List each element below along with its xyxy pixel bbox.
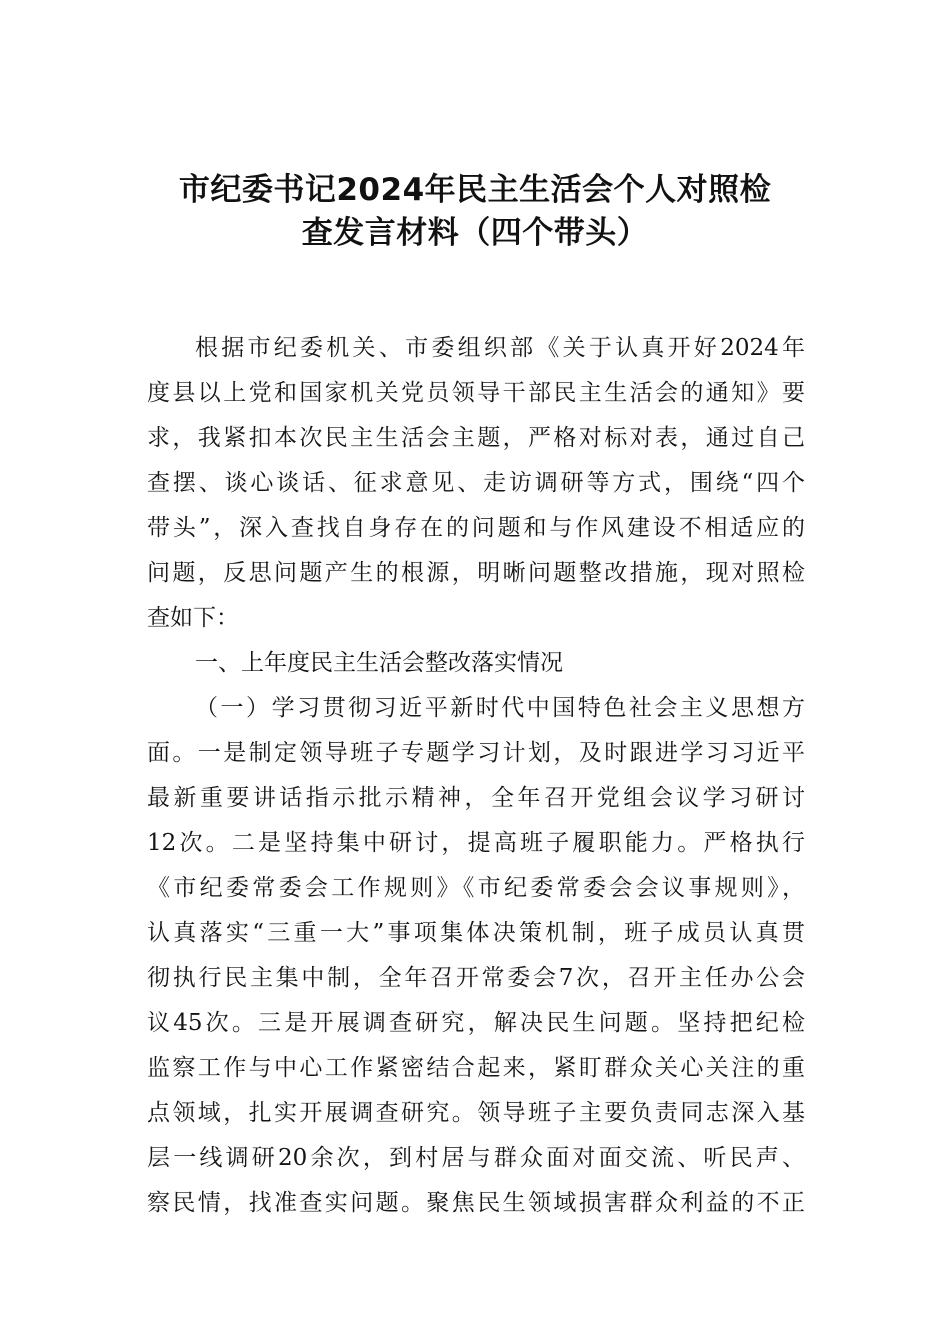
intro-line: 查如下：	[147, 605, 239, 631]
intro-line: 度县以上党和国家机关党员领导干部民主生活会的通知》要	[147, 380, 805, 406]
section-line: 认真落实“三重一大”事项集体决策机制，班子成员认真贯	[147, 920, 805, 946]
section-line: 彻执行民主集中制，全年召开常委会7次，召开主任办公会	[147, 965, 805, 991]
intro-line: 根据市纪委机关、市委组织部《关于认真开好2024年	[195, 335, 805, 361]
section-line: 面。一是制定领导班子专题学习计划，及时跟进学习习近平	[147, 740, 805, 766]
section-heading: 一、上年度民主生活会整改落实情况	[195, 650, 563, 676]
intro-line: 求，我紧扣本次民主生活会主题，严格对标对表，通过自己	[147, 425, 805, 451]
section-line: 最新重要讲话指示批示精神，全年召开党组会议学习研讨	[147, 785, 805, 811]
section-line: （一）学习贯彻习近平新时代中国特色社会主义思想方	[195, 695, 805, 721]
section-line: 《市纪委常委会工作规则》《市纪委常委会会议事规则》，	[147, 875, 805, 901]
document-title-line-1: 市纪委书记2024年民主生活会个人对照检	[178, 172, 772, 208]
document-title-line-2: 查发言材料（四个带头）	[301, 215, 649, 251]
section-line: 层一线调研20余次，到村居与群众面对面交流、听民声、	[147, 1145, 805, 1171]
intro-line: 查摆、谈心谈话、征求意见、走访调研等方式，围绕“四个	[147, 470, 805, 496]
section-line: 点领域，扎实开展调查研究。领导班子主要负责同志深入基	[147, 1100, 805, 1126]
intro-line: 问题，反思问题产生的根源，明晰问题整改措施，现对照检	[147, 560, 805, 586]
section-line: 议45次。三是开展调查研究，解决民生问题。坚持把纪检	[147, 1010, 805, 1036]
section-line: 察民情，找准查实问题。聚焦民生领域损害群众利益的不正	[147, 1190, 805, 1216]
intro-line: 带头”，深入查找自身存在的问题和与作风建设不相适应的	[147, 515, 805, 541]
section-line: 12次。二是坚持集中研讨，提高班子履职能力。严格执行	[147, 830, 805, 856]
section-line: 监察工作与中心工作紧密结合起来，紧盯群众关心关注的重	[147, 1055, 805, 1081]
